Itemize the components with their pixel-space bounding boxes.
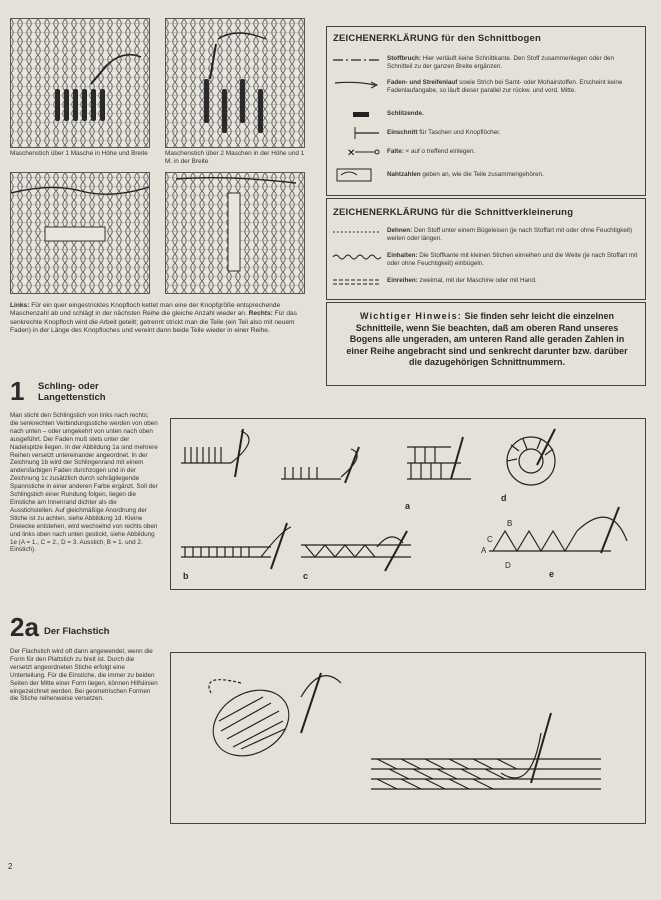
notice-box <box>326 302 646 386</box>
label-C: C <box>487 535 493 544</box>
label-d: d <box>501 493 507 503</box>
legend-label: Faden- und Streifenlauf <box>387 79 458 86</box>
label-a: a <box>405 501 411 511</box>
notice-body: Sie finden sehr leicht die einzelnen Schnitteile, wenn Sie beachten, daß am oberen Rand unseres Bogens alle ungeraden, am unteren Rand alle geraden Zahlen in einer Reihe angebracht sind und senkrecht darunter bzw. darüber die dazugehörigen Schnittnummern. <box>346 311 628 368</box>
legend-label: Einreihen: <box>387 277 418 284</box>
legend-label: Dehnen: <box>387 227 413 234</box>
caption-maschenstich-2: Maschenstich über 2 Maschen in der Höhe und 1 M. in der Breite <box>165 150 305 165</box>
einschnitt-symbol <box>331 125 381 141</box>
legend-text: Hier verläuft keine Schnittkante. Den Stoff zusammenlegen oder den Schnitteil zu der ganzen Breite ergänzen. <box>387 55 615 70</box>
arrow-icon <box>331 79 381 93</box>
legend-item-nahtzahlen <box>331 165 641 185</box>
einreihen-symbol <box>331 277 381 287</box>
legend-label: Stoffbruch: <box>387 55 421 62</box>
legend-item-einreihen <box>331 277 641 289</box>
legend-item-dehnen <box>331 227 641 247</box>
section2a-title: Der Flachstich <box>44 626 110 637</box>
figure-maschenstich-1 <box>10 18 150 148</box>
legend-label: Falte: <box>387 148 404 155</box>
rechts-text: Für das senkrechte Knopfloch wird die Arbeit geteilt; getrennt strickt man die Teile (ein Teil also mit neuem Faden) in der Länge des Knopfloches und vereint dann beide Teile wieder in einer Reihe. <box>10 310 298 334</box>
figure-maschenstich-2 <box>165 18 305 148</box>
legend-text: sowie Strich bei Samt- oder Mohairstoffen. Erscheint keine Fadenlaufangabe, so läuft dieser parallel zur rückw. und vord. Mitte. <box>387 79 623 94</box>
legend-item-fadenlauf <box>331 79 641 105</box>
legend-label: Schlitzende. <box>387 110 424 117</box>
section1-title-line2: Langettenstich <box>38 392 106 403</box>
legend-schnittbogen <box>326 26 646 196</box>
legend-item-schlitzende <box>331 110 641 122</box>
section1-title <box>38 381 106 403</box>
legend-item-stoffbruch <box>331 55 641 73</box>
legend-schnittverkleinerung <box>326 198 646 300</box>
svg-text:✕: ✕ <box>347 148 356 159</box>
section2a-body: Der Flachstich wird oft dann angewendet, wenn die Form für den Plattstich zu breit ist. Durch die versetzt angeordneten Stiche erfolgt eine Unterteilung. Für die Einstiche, die immer zu beiden Seiten der Mitte einer Form liegen, können Hilfslinien eingezeichnet werden. Bei geometrischen Formen die Stiche reihenweise versetzen. <box>10 648 158 703</box>
label-e: e <box>549 569 555 579</box>
figure-knopfloch-senkrecht <box>165 172 305 294</box>
falte-symbol <box>331 145 381 159</box>
label-b: b <box>183 571 189 581</box>
legend-text: für Taschen und Knopflöcher. <box>419 129 501 136</box>
label-c: c <box>303 571 309 581</box>
rechts-label: Rechts: <box>248 310 273 318</box>
notice-text <box>339 311 635 369</box>
legend-item-einschnitt <box>331 125 641 143</box>
legend-label: Einhalten: <box>387 252 418 259</box>
label-A: A <box>481 546 487 555</box>
section1-number: 1 <box>10 376 25 406</box>
legend-text: zweimal, mit der Maschine oder mit Hand. <box>419 277 537 284</box>
legend-text: Die Stoffkante mit kleinen Stichen einreihen und die Weite (je nach Stoffart mit oder ohne Feuchtigkeit) einbügeln. <box>387 252 638 267</box>
figure-knopfloch-quer <box>10 172 150 294</box>
legend-text: geben an, wie die Teile zusammengehören. <box>422 171 544 178</box>
legend-label: Einschnitt <box>387 129 418 136</box>
section1-body: Man sticht den Schlingstich von links nach rechts; die senkrechten Verbindungsstiche werden von oben nach unten – oder umgekehrt von unten nach oben ausgeführt. Der Faden muß stets unter der Nadelspitze liegen. In der Abbildung 1a sind mehrere Reihen versetzt untereinander angeordnet. In der Zeichnung 1b wird der Schlingenrand mit einem andersfarbigen Faden durchzogen und in der Zeichnung 1c zusätzlich durch schrägliegende Spannstiche in einer anderen Farbe ergänzt. Soll der Schlingstich einer Rundung folgen, liegen die Einstiche am Innenrand dichter als die Ausstichstellen. Auf gleichmäßige Anordnung der Stiche ist zu achten, siehe Abbildung 1d. Kleine Dreiecke entstehen, wird wechselnd von rechts oben und links oben nach unten gestickt, siehe Abbildung 1e (A = 1., C = 2., D = 3. Ausstich; B = 1. und 2. Einstich). <box>10 412 158 554</box>
einhalten-symbol <box>331 252 381 262</box>
stoffbruch-symbol <box>331 55 381 65</box>
section1-figure-panel <box>170 418 646 590</box>
label-B: B <box>507 519 513 528</box>
links-label: Links: <box>10 302 30 309</box>
flachstich-illustrations <box>171 653 645 823</box>
legend-label: Nahtzahlen <box>387 171 421 178</box>
nahtzahlen-symbol <box>331 165 381 185</box>
buttonhole-description <box>10 302 304 335</box>
section2a-number: 2a <box>10 612 39 642</box>
legend-schnittbogen-title: ZEICHENERKLÄRUNG für den Schnittbogen <box>333 33 541 44</box>
legend-verkleinerung-title: ZEICHENERKLÄRUNG für die Schnittverkleinerung <box>333 207 574 218</box>
caption-maschenstich-1: Maschenstich über 1 Masche in Höhe und Breite <box>10 150 148 157</box>
section1-title-line1: Schling- oder <box>38 381 99 392</box>
links-text: Für ein quer eingestricktes Knopfloch kettet man eine der Knopfgröße entsprechende Maschenzahl ab und schlägt in der nächsten Reihe die gleiche Anzahl wieder an. <box>10 302 281 318</box>
legend-item-falte <box>331 145 641 161</box>
notice-label: Wichtiger Hinweis: <box>359 311 462 321</box>
section2a-figure-panel <box>170 652 646 824</box>
schlitzende-symbol <box>331 110 381 120</box>
legend-text: Den Stoff unter einem Bügeleisen (je nach Stoffart mit oder ohne Feuchtigkeit) weiten oder längen. <box>387 227 633 242</box>
legend-text: × auf o treffend einlegen. <box>405 148 476 155</box>
legend-item-einhalten <box>331 252 641 272</box>
page-number: 2 <box>8 862 13 871</box>
dehnen-symbol <box>331 227 381 237</box>
label-D: D <box>505 561 511 570</box>
